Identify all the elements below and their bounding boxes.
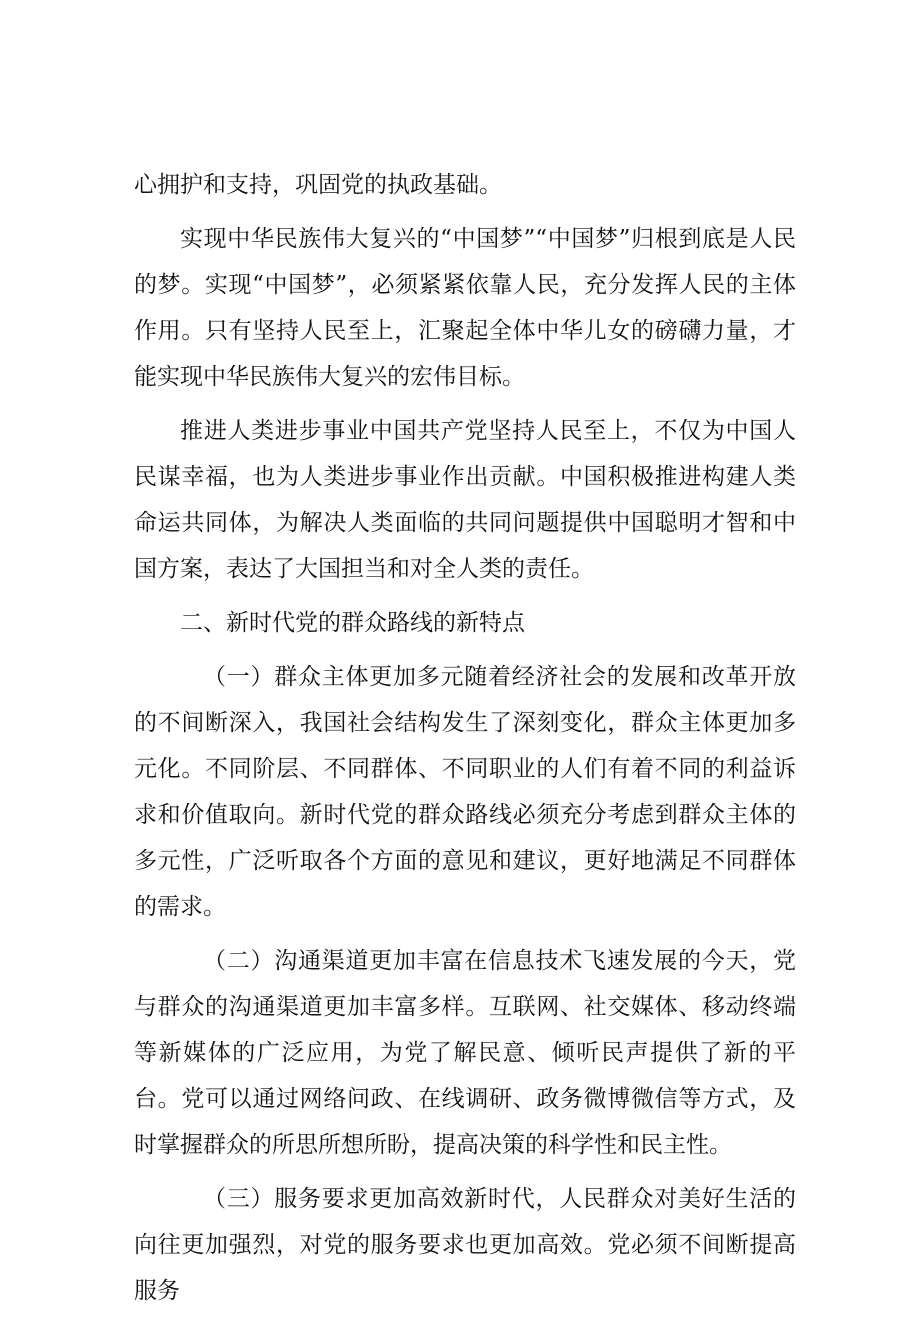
paragraph-human-progress: 推进人类进步事业中国共产党坚持人民至上，不仅为中国人民谋幸福，也为人类进步事业作出贡献。中国积极推进构建人类命运共同体，为解决人类面临的共同问题提供中国聪明才智和中国方案，表达了大国担当和对全人类的责任。 (134, 418, 796, 582)
section-heading: 二、新时代党的群众路线的新特点 (180, 610, 525, 636)
paragraph-subpoint-1: （一）群众主体更加多元随着经济社会的发展和改革开放的不间断深入，我国社会结构发生了深刻变化，群众主体更加多元化。不同阶层、不同群体、不同职业的人们有着不同的利益诉求和价值取向。新时代党的群众路线必须充分考虑到群众主体的多元性，广泛听取各个方面的意见和建议，更好地满足不同群体的需求。 (134, 664, 796, 920)
paragraph-continuation: 心拥护和支持，巩固党的执政基础。 (134, 172, 502, 198)
paragraph-chinese-dream: 实现中华民族伟大复兴的“中国梦”“中国梦”归根到底是人民的梦。实现“中国梦”，必须紧紧依靠人民，充分发挥人民的主体作用。只有坚持人民至上，汇聚起全体中华儿女的磅礴力量，才能实现中华民族伟大复兴的宏伟目标。 (134, 226, 796, 390)
paragraph-subpoint-2: （二）沟通渠道更加丰富在信息技术飞速发展的今天，党与群众的沟通渠道更加丰富多样。互联网、社交媒体、移动终端等新媒体的广泛应用，为党了解民意、倾听民声提供了新的平台。党可以通过网络问政、在线调研、政务微博微信等方式，及时掌握群众的所思所想所盼，提高决策的科学性和民主性。 (134, 948, 796, 1158)
document-body (134, 162, 796, 1322)
paragraph-subpoint-3: （三）服务要求更加高效新时代，人民群众对美好生活的向往更加强烈，对党的服务要求也更加高效。党必须不间断提高服务 (134, 1186, 796, 1304)
